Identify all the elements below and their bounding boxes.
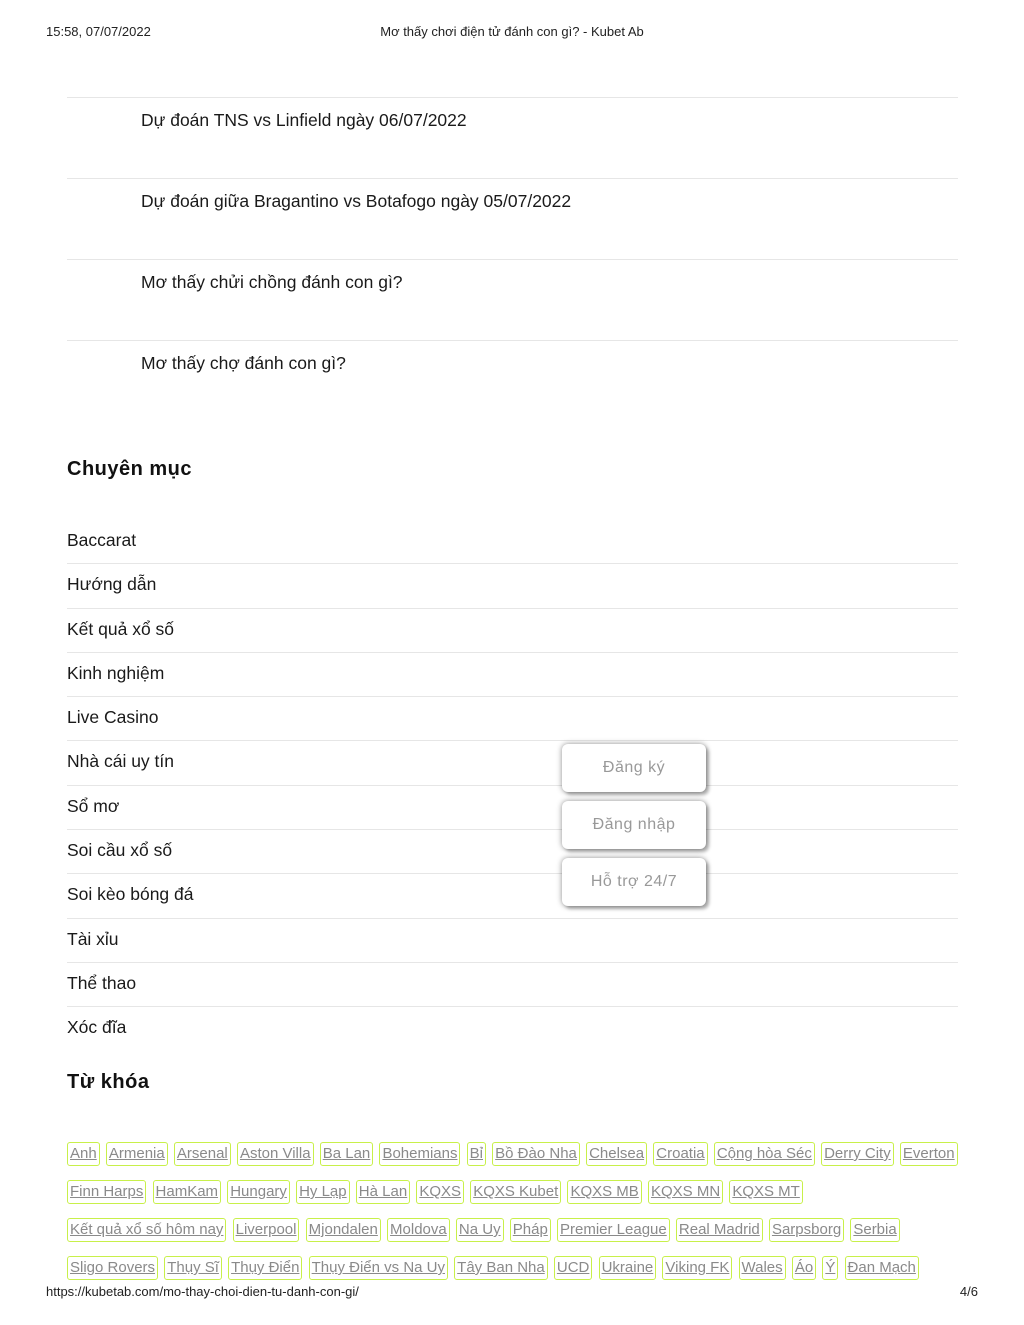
tag-link[interactable]: Hà Lan <box>356 1180 410 1204</box>
tag-link[interactable]: Serbia <box>850 1218 899 1242</box>
category-link-xoc-dia[interactable]: Xóc đĩa <box>67 1017 127 1038</box>
tag-link[interactable]: Everton <box>900 1142 958 1166</box>
category-item <box>67 919 958 963</box>
tag-link[interactable]: Aston Villa <box>237 1142 314 1166</box>
related-post-link[interactable]: Mơ thấy chửi chồng đánh con gì? <box>141 272 403 292</box>
category-link-kinh-nghiem[interactable]: Kinh nghiệm <box>67 662 165 683</box>
category-item <box>67 741 958 785</box>
tag-link[interactable]: Anh <box>67 1142 100 1166</box>
related-posts-list <box>67 97 958 421</box>
floating-action-buttons <box>562 744 706 915</box>
print-timestamp: 15:58, 07/07/2022 <box>46 24 151 39</box>
tag-link[interactable]: Ý <box>822 1256 838 1280</box>
tag-link[interactable]: Chelsea <box>586 1142 647 1166</box>
tag-link[interactable]: Sarpsborg <box>769 1218 844 1242</box>
tag-link[interactable]: Bỉ <box>467 1142 486 1166</box>
category-link-live-casino[interactable]: Live Casino <box>67 707 159 728</box>
tag-link[interactable]: Sligo Rovers <box>67 1256 158 1280</box>
category-item <box>67 653 958 697</box>
category-link-so-mo[interactable]: Sổ mơ <box>67 795 120 816</box>
tag-link[interactable]: Premier League <box>557 1218 670 1242</box>
tag-link[interactable]: Hungary <box>227 1180 290 1204</box>
tag-link[interactable]: KQXS MT <box>729 1180 803 1204</box>
category-item <box>67 963 958 1007</box>
category-item <box>67 697 958 741</box>
category-link-tai-xiu[interactable]: Tài xỉu <box>67 928 119 949</box>
login-button[interactable]: Đăng nhập <box>562 801 706 849</box>
tag-link[interactable]: Moldova <box>387 1218 450 1242</box>
related-post-item <box>67 259 958 340</box>
tag-link[interactable]: HamKam <box>153 1180 222 1204</box>
category-item <box>67 786 958 830</box>
tag-link[interactable]: Wales <box>739 1256 786 1280</box>
related-post-link[interactable]: Mơ thấy chợ đánh con gì? <box>141 353 346 373</box>
tag-link[interactable]: UCD <box>554 1256 593 1280</box>
category-item <box>67 609 958 653</box>
category-link-the-thao[interactable]: Thể thao <box>67 972 137 993</box>
categories-heading: Chuyên mục <box>67 458 193 480</box>
tag-link[interactable]: Áo <box>792 1256 816 1280</box>
tag-link[interactable]: Real Madrid <box>676 1218 763 1242</box>
category-link-baccarat[interactable]: Baccarat <box>67 530 137 550</box>
tag-link[interactable]: KQXS <box>416 1180 464 1204</box>
tag-link[interactable]: Kết quả xổ số hôm nay <box>67 1218 226 1242</box>
category-link-nha-cai-uy-tin[interactable]: Nhà cái uy tín <box>67 751 174 772</box>
tag-link[interactable]: Hy Lạp <box>296 1180 350 1204</box>
tag-link[interactable]: Armenia <box>106 1142 168 1166</box>
tag-link[interactable]: Ukraine <box>599 1256 657 1280</box>
tag-link[interactable]: KQXS Kubet <box>470 1180 561 1204</box>
category-link-soi-cau-xo-so[interactable]: Soi cầu xổ số <box>67 840 173 861</box>
tag-link[interactable]: Ba Lan <box>320 1142 374 1166</box>
category-item <box>67 874 958 918</box>
print-footer <box>46 1284 978 1302</box>
print-url: https://kubetab.com/mo-thay-choi-dien-tu-danh-con-gi/ <box>46 1284 359 1299</box>
tag-link[interactable]: Mjondalen <box>306 1218 381 1242</box>
category-item <box>67 830 958 874</box>
tag-link[interactable]: Derry City <box>821 1142 894 1166</box>
related-post-item <box>67 97 958 178</box>
tag-link[interactable]: Cộng hòa Séc <box>714 1142 815 1166</box>
tag-link[interactable]: Liverpool <box>233 1218 300 1242</box>
tag-link[interactable]: Bồ Đào Nha <box>492 1142 580 1166</box>
related-post-link[interactable]: Dự đoán giữa Bragantino vs Botafogo ngày 05/07/2022 <box>141 191 572 211</box>
tag-link[interactable]: Bohemians <box>379 1142 460 1166</box>
tag-link[interactable]: KQXS MN <box>648 1180 723 1204</box>
category-item <box>67 520 958 564</box>
related-post-item <box>67 340 958 421</box>
tag-link[interactable]: Arsenal <box>174 1142 231 1166</box>
tag-link[interactable]: Thụy Điển vs Na Uy <box>309 1256 448 1280</box>
register-button[interactable]: Đăng ký <box>562 744 706 792</box>
category-link-ket-qua-xo-so[interactable]: Kết quả xổ số <box>67 618 175 639</box>
category-link-huong-dan[interactable]: Hướng dẫn <box>67 574 157 595</box>
tag-link[interactable]: Tây Ban Nha <box>454 1256 548 1280</box>
category-item <box>67 1007 958 1051</box>
related-post-link[interactable]: Dự đoán TNS vs Linfield ngày 06/07/2022 <box>141 110 467 130</box>
tag-link[interactable]: Finn Harps <box>67 1180 146 1204</box>
tag-link[interactable]: Đan Mạch <box>845 1256 919 1280</box>
tag-link[interactable]: Na Uy <box>456 1218 504 1242</box>
tag-link[interactable]: Thụy Điển <box>228 1256 302 1280</box>
tag-link[interactable]: Croatia <box>653 1142 707 1166</box>
tag-link[interactable]: KQXS MB <box>567 1180 641 1204</box>
tag-link[interactable]: Viking FK <box>662 1256 732 1280</box>
tag-link[interactable]: Thụy Sĩ <box>164 1256 222 1280</box>
category-link-soi-keo-bong-da[interactable]: Soi kèo bóng đá <box>67 884 194 905</box>
support-button[interactable]: Hỗ trợ 24/7 <box>562 858 706 906</box>
related-post-item <box>67 178 958 259</box>
print-header <box>46 24 978 42</box>
tags-heading: Từ khóa <box>67 1071 150 1093</box>
category-item <box>67 564 958 608</box>
print-page-number: 4/6 <box>959 1284 978 1299</box>
tag-cloud <box>67 1138 962 1290</box>
print-page-title: Mơ thấy chơi điện tử đánh con gì? - Kubet Ab <box>380 24 644 39</box>
tag-link[interactable]: Pháp <box>510 1218 551 1242</box>
categories-list <box>67 520 958 1052</box>
